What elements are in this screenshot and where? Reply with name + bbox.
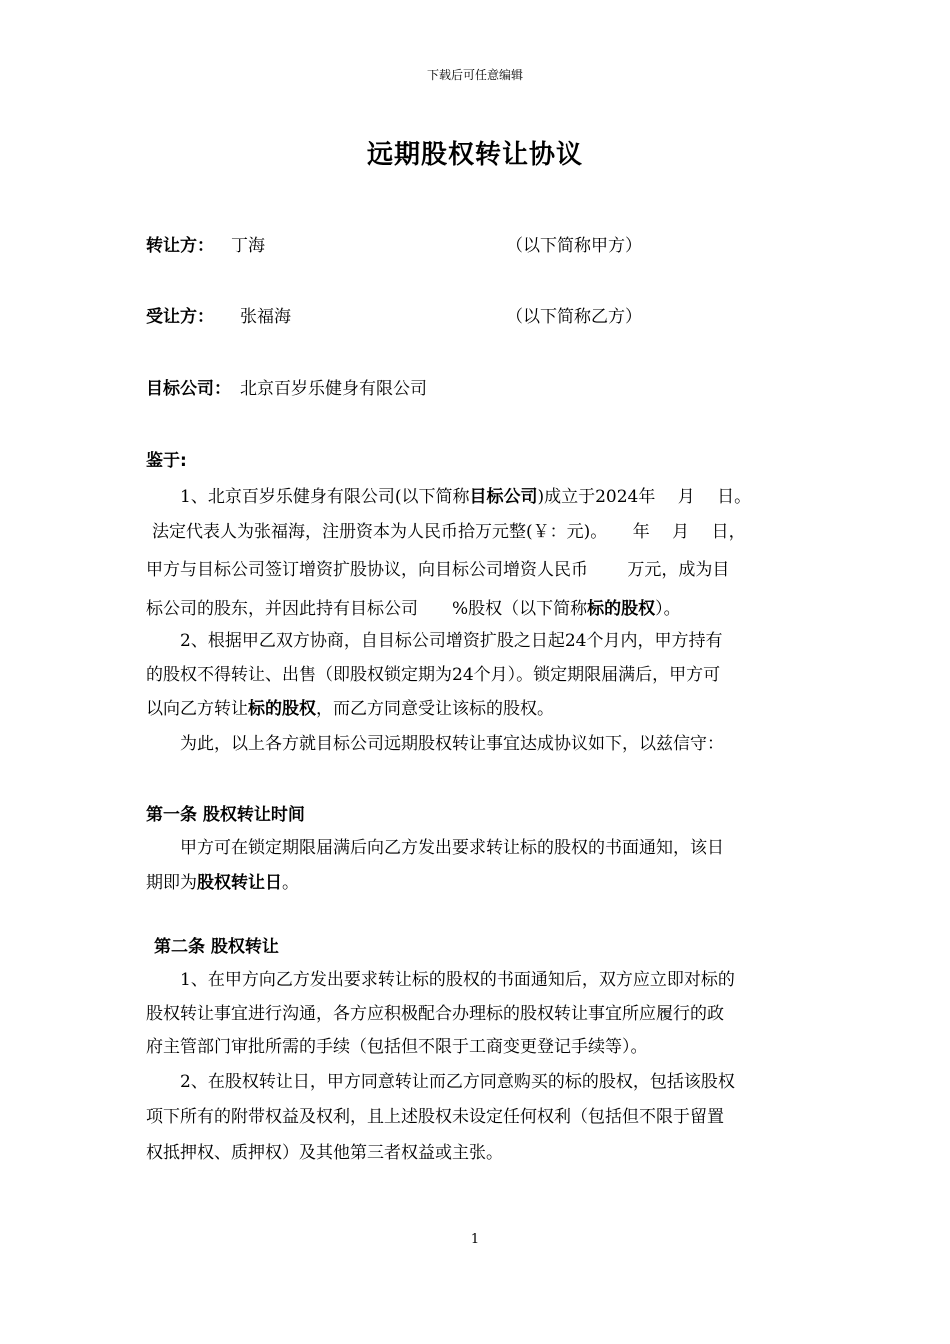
transferor-name: 丁海 <box>231 236 265 256</box>
article2-p2-line3: 权抵押权、质押权）及其他第三者权益或主张。 <box>146 1143 503 1163</box>
whereas-p1-line4 <box>146 594 681 619</box>
article2-p1-line3: 府主管部门审批所需的手续（包括但不限于工商变更登记手续等）。 <box>146 1037 648 1057</box>
target-company-name: 北京百岁乐健身有限公司 <box>240 379 427 399</box>
bold-term: 股权转让日 <box>197 873 282 893</box>
transferee-name: 张福海 <box>240 307 291 327</box>
text-span: ，而乙方同意受让该标的股权。 <box>316 699 554 719</box>
text-span: 期即为 <box>146 873 197 893</box>
article2-p1-line2: 股权转让事宜进行沟通，各方应积极配合办理标的股权转让事宜所应履行的政 <box>146 1004 724 1024</box>
article2-p2-line2: 项下所有的附带权益及权利，且上述股权未设定任何权利（包括但不限于留置 <box>146 1107 724 1127</box>
text-span: 。 <box>282 873 299 893</box>
text-span: 以向乙方转让 <box>146 699 248 719</box>
text-span: 1、北京百岁乐健身有限公司(以下简称 <box>180 487 470 507</box>
text-span: ）。 <box>655 599 681 619</box>
bold-term: 目标公司 <box>469 487 538 507</box>
article2-p2-line1: 2、在股权转让日，甲方同意转让而乙方同意购买的标的股权，包括该股权 <box>180 1072 735 1092</box>
text-span: 标公司的股东，并因此持有目标公司 %股权（以下简称 <box>146 599 588 619</box>
whereas-p2-line3 <box>146 694 554 719</box>
transferor-alias: （以下简称甲方） <box>506 236 642 256</box>
whereas-p1-line1 <box>180 482 751 507</box>
transferee-label: 受让方： <box>146 307 214 327</box>
bold-term: 标的股权 <box>587 599 656 619</box>
whereas-p1-line2: 法定代表人为张福海，注册资本为人民币拾万元整(￥：元)。 年 月 日， <box>152 522 746 542</box>
article1-line2 <box>146 868 299 893</box>
article1-heading: 第一条 股权转让时间 <box>146 805 305 825</box>
header-note: 下载后可任意编辑 <box>426 68 523 82</box>
whereas-p2-line1: 2、根据甲乙双方协商，自目标公司增资扩股之日起24个月内，甲方持有 <box>180 631 723 651</box>
article1-line1: 甲方可在锁定期限届满后向乙方发出要求转让标的股权的书面通知，该日 <box>180 838 724 858</box>
document-title: 远期股权转让协议 <box>366 140 583 170</box>
whereas-p3: 为此，以上各方就目标公司远期股权转让事宜达成协议如下，以兹信守： <box>180 734 724 754</box>
transferee-alias: （以下简称乙方） <box>506 307 642 327</box>
article2-heading: 第二条 股权转让 <box>154 937 279 957</box>
transferor-label: 转让方： <box>146 236 214 256</box>
whereas-heading: 鉴于: <box>146 451 187 471</box>
target-company-label: 目标公司： <box>146 379 231 399</box>
text-span: )成立于2024年 月 日。 <box>537 487 752 507</box>
article2-p1-line1: 1、在甲方向乙方发出要求转让标的股权的书面通知后，双方应立即对标的 <box>180 970 735 990</box>
whereas-p1-line3: 甲方与目标公司签订增资扩股协议，向目标公司增资人民币 万元，成为目 <box>146 560 730 580</box>
page-number: 1 <box>470 1232 480 1247</box>
bold-term: 标的股权 <box>248 699 316 719</box>
whereas-p2-line2: 的股权不得转让、出售（即股权锁定期为24个月）。锁定期限届满后，甲方可 <box>146 665 721 685</box>
